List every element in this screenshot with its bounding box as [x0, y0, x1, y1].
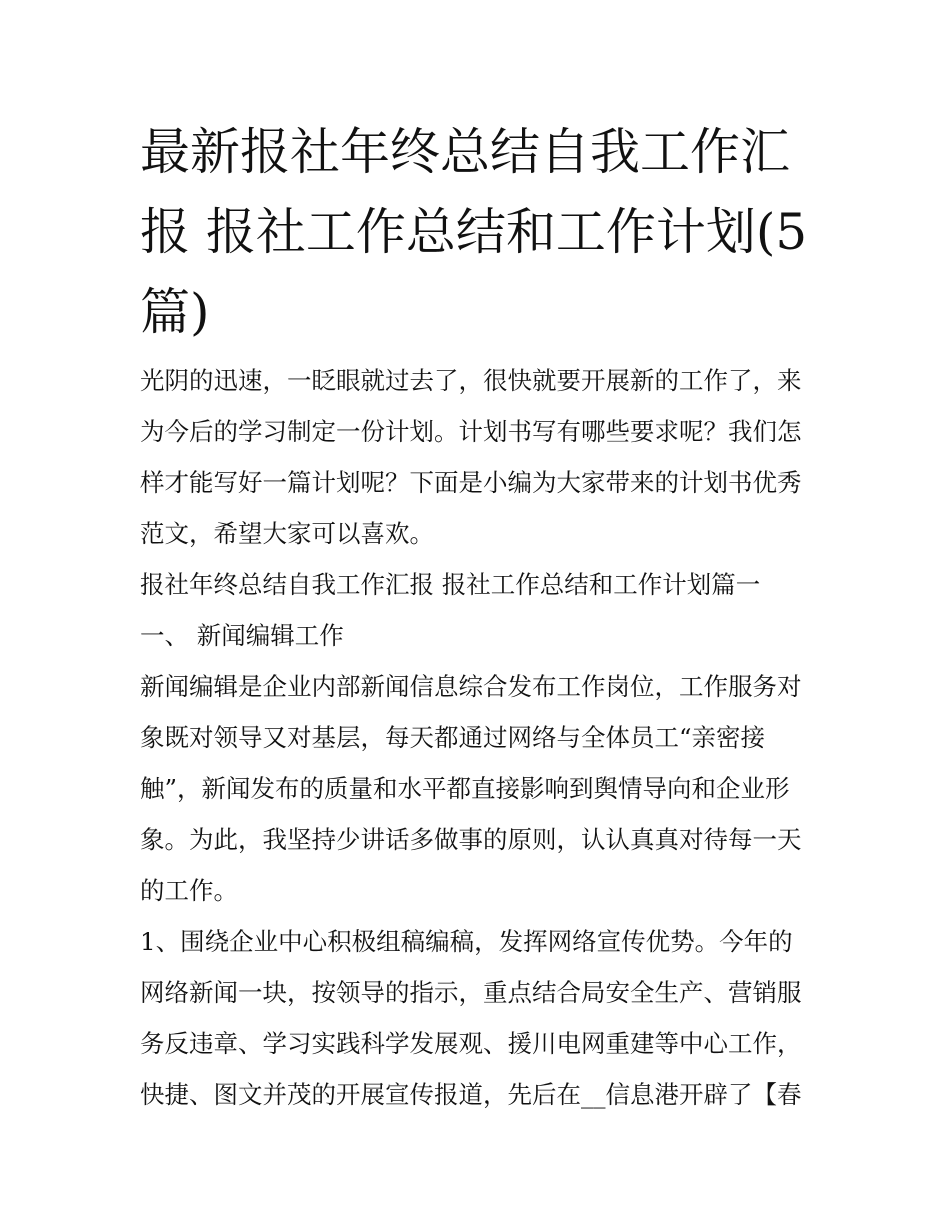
text-line: 范文，希望大家可以喜欢。	[140, 519, 434, 548]
text-line: 报社年终总结自我工作汇报 报社工作总结和工作计划篇一	[140, 570, 761, 599]
intro-paragraph	[140, 355, 830, 559]
text-line: 象。为此，我坚持少讲话多做事的原则，认认真真对待每一天	[140, 825, 802, 854]
text-line: 务反违章、学习实践科学发展观、援川电网重建等中心工作，	[140, 1029, 802, 1058]
subsection-heading	[140, 610, 830, 661]
text-line: 1、围绕企业中心积极组稿编稿，发挥网络宣传优势。今年的	[140, 927, 793, 956]
text-line: 触”，新闻发布的质量和水平都直接影响到舆情导向和企业形	[140, 774, 790, 803]
title-line: 最新报社年终总结自我工作汇	[140, 123, 790, 181]
title-line: 报 报社工作总结和工作计划(5	[140, 203, 808, 261]
text-line: 为今后的学习制定一份计划。计划书写有哪些要求呢？我们怎	[140, 417, 802, 446]
text-line: 象既对领导又对基层，每天都通过网络与全体员工“亲密接	[140, 723, 766, 752]
title-line: 篇)	[140, 283, 210, 341]
section-heading	[140, 559, 830, 610]
text-line: 光阴的迅速，一眨眼就过去了，很快就要开展新的工作了，来	[140, 366, 802, 395]
text-line: 新闻编辑是企业内部新闻信息综合发布工作岗位，工作服务对	[140, 672, 802, 701]
item-1-paragraph	[140, 916, 830, 1120]
document-body	[140, 355, 830, 1120]
text-line: 一、 新闻编辑工作	[140, 621, 344, 650]
document-title	[140, 112, 820, 352]
text-line: 样才能写好一篇计划呢？下面是小编为大家带来的计划书优秀	[140, 468, 802, 497]
text-line: 网络新闻一块，按领导的指示，重点结合局安全生产、营销服	[140, 978, 802, 1007]
news-editing-paragraph	[140, 661, 830, 916]
text-line: 快捷、图文并茂的开展宣传报道，先后在__信息港开辟了【春	[140, 1080, 802, 1109]
text-line: 的工作。	[140, 876, 238, 905]
